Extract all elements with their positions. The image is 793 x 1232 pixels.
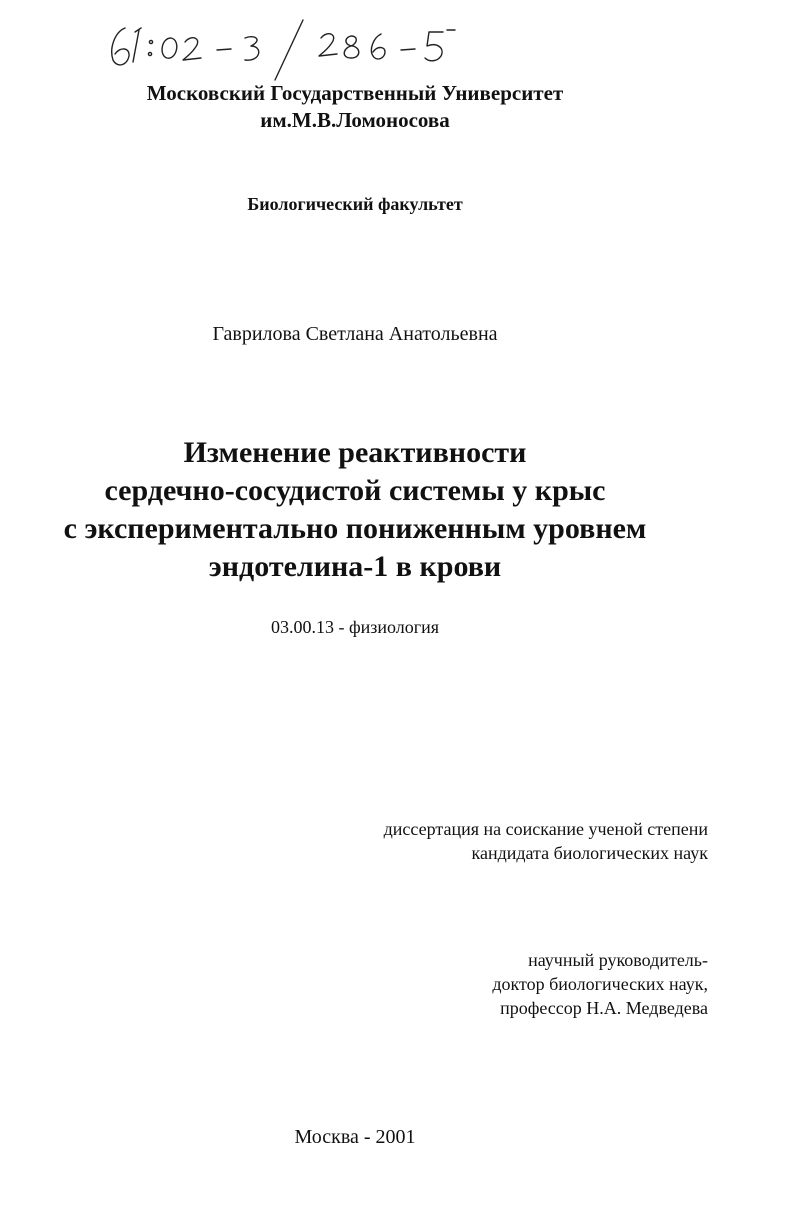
supervisor-line-1: научный руководитель-: [528, 950, 708, 970]
title-line-4: эндотелина-1 в крови: [208, 550, 502, 583]
dissertation-title: [0, 434, 710, 586]
university-line-1: Московский Государственный Университет: [146, 81, 564, 105]
university-line-2: им.М.В.Ломоносова: [260, 108, 450, 132]
title-line-3: с экспериментально пониженным уровнем: [63, 512, 647, 545]
title-line-2: сердечно-сосудистой системы у крыс: [104, 474, 606, 507]
university-name: [0, 80, 710, 134]
handwritten-archive-code: [95, 8, 545, 86]
supervisor-line-3: профессор Н.А. Медведева: [500, 998, 708, 1018]
degree-statement: [300, 817, 708, 865]
degree-line-1: диссертация на соискание ученой степени: [383, 819, 708, 839]
author-name: Гаврилова Светлана Анатольевна: [212, 323, 498, 345]
supervisor-line-2: доктор биологических наук,: [492, 974, 708, 994]
specialty-code: 03.00.13 - физиология: [270, 617, 440, 637]
faculty-name: Биологический факультет: [247, 194, 463, 214]
city-year: Москва - 2001: [294, 1126, 416, 1148]
degree-line-2: кандидата биологических наук: [471, 843, 708, 863]
title-line-1: Изменение реактивности: [183, 436, 527, 469]
supervisor-block: [300, 948, 708, 1020]
